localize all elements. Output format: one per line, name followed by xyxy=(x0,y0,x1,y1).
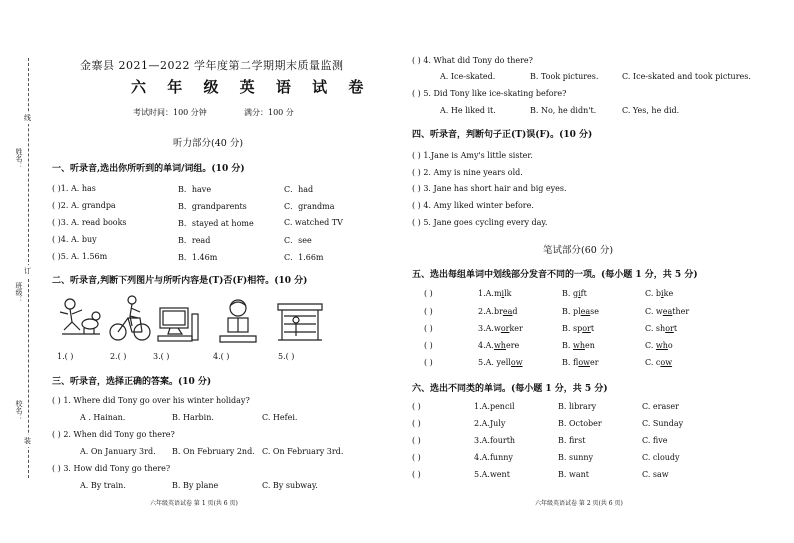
s5-word-4-a xyxy=(478,341,519,350)
s3-q2-option-b: B. On February 2nd. xyxy=(172,447,255,456)
q4-num-a: ( )4. A. buy xyxy=(52,235,97,244)
q2-num-a: ( )2. A. grandpa xyxy=(52,201,116,210)
s3-q2-option-a: A. On January 3rd. xyxy=(80,447,156,456)
underlined-letters: ea xyxy=(580,307,591,316)
picture-1-dog-skating-icon xyxy=(56,294,104,342)
s4-item-3: ( ) 3. Jane has short hair and big eyes. xyxy=(412,184,567,193)
school-label: 校名： xyxy=(15,400,23,421)
s3-q4-option-a: A. Ice-skated. xyxy=(440,72,496,81)
word-prefix: 4.A. xyxy=(478,341,494,350)
word-suffix: ke xyxy=(663,289,674,298)
word-suffix: ere xyxy=(505,341,520,350)
s5-paren-2[interactable]: ( ) xyxy=(424,307,433,316)
q4-option-b: B．read xyxy=(178,236,211,245)
q3-option-b: B．stayed at home xyxy=(178,219,254,228)
underlined-letters: or xyxy=(665,324,674,333)
s3-q4-option-b: B. Took pictures. xyxy=(530,72,599,81)
s5-word-3-a xyxy=(478,324,523,333)
q2-option-c: C．grandma xyxy=(284,202,335,211)
underlined-letters: ow xyxy=(660,358,673,367)
underlined-letters: wh xyxy=(493,341,506,350)
s6-option-b-4: B. sunny xyxy=(558,453,594,462)
section-5-title: 五、选出每组单词中划线部分发音不同的一项。(每小题 1 分，共 5 分) xyxy=(412,270,698,280)
word-suffix: ft xyxy=(580,289,587,298)
s4-item-4: ( ) 4. Amy liked winter before. xyxy=(412,201,534,210)
picture-5-shop-icon xyxy=(276,296,324,344)
s6-option-c-1: C. eraser xyxy=(642,402,679,411)
s5-word-2-a xyxy=(478,307,518,316)
word-prefix: C. xyxy=(645,341,656,350)
footer-page-1: 六年级英语试卷 第 1 页(共 6 页) xyxy=(150,500,238,507)
s6-option-c-4: C. cloudy xyxy=(642,453,680,462)
s3-q3-option-b: B. By plane xyxy=(172,481,219,490)
q1-num-a: ( )1. A. has xyxy=(52,184,96,193)
word-suffix: d xyxy=(512,307,518,316)
underlined-letters: or xyxy=(500,324,510,333)
picture-3-answer[interactable]: 3.( ) xyxy=(153,352,170,361)
s5-word-4-c xyxy=(645,341,673,350)
q5-option-b: B．1.46m xyxy=(178,253,218,262)
underlined-letters: ow xyxy=(578,358,590,367)
s3-q3-option-a: A. By train. xyxy=(80,481,126,490)
section-3-title: 三、听录音，选择正确的答案。(10 分) xyxy=(52,377,212,387)
word-suffix: er xyxy=(589,358,599,367)
s3-q2-option-c: C. On February 3rd. xyxy=(262,447,344,456)
s6-option-b-3: B. first xyxy=(558,436,586,445)
q3-num-a: ( )3. A. read books xyxy=(52,218,127,227)
picture-4-reading-icon xyxy=(216,296,260,344)
s3-q1-option-b: B. Harbin. xyxy=(172,413,214,422)
s5-word-2-b xyxy=(562,307,599,316)
word-prefix: C. c xyxy=(645,358,661,367)
s5-paren-3[interactable]: ( ) xyxy=(424,324,433,333)
word-prefix: C. w xyxy=(645,307,663,316)
underlined-letters: wh xyxy=(655,341,668,350)
s5-paren-1[interactable]: ( ) xyxy=(424,289,433,298)
section-1-title: 一、听录音,选出你所听到的单词/词组。(10 分) xyxy=(52,164,245,174)
s3-question-4: ( ) 4. What did Tony do there? xyxy=(412,56,533,65)
word-prefix: 1.A.m xyxy=(478,289,502,298)
s5-word-4-b xyxy=(562,341,595,350)
q5-num-a: ( )5. A. 1.56m xyxy=(52,252,108,261)
word-suffix: ker xyxy=(509,324,523,333)
q1-option-c: C．had xyxy=(284,185,314,194)
s5-word-5-b xyxy=(562,358,599,367)
full-score: 满分：100 分 xyxy=(244,108,294,117)
word-prefix: C. sh xyxy=(645,324,666,333)
s5-word-5-a xyxy=(478,358,523,367)
word-suffix: lk xyxy=(504,289,512,298)
section-4-title: 四、听录音，判断句子正(T)误(F)。(10 分) xyxy=(412,130,593,140)
binding-word-1: 线 xyxy=(24,114,31,122)
word-prefix: B. pl xyxy=(562,307,581,316)
underlined-letters: ea xyxy=(662,307,673,316)
s3-question-3: ( ) 3. How did Tony go there? xyxy=(52,464,171,473)
q3-option-c: C. watched TV xyxy=(284,218,343,227)
underlined-letters: i xyxy=(661,289,664,298)
word-prefix: B. xyxy=(562,341,573,350)
s4-item-5: ( ) 5. Jane goes cycling every day. xyxy=(412,218,548,227)
underlined-letters: i xyxy=(578,289,581,298)
s6-option-c-3: C. five xyxy=(642,436,668,445)
s6-option-a-1: 1.A.pencil xyxy=(474,402,515,411)
s3-q5-option-a: A. He liked it. xyxy=(440,106,496,115)
s6-option-a-2: 2.A.July xyxy=(474,419,506,428)
s6-option-b-5: B. want xyxy=(558,470,589,479)
s6-option-b-2: B. October xyxy=(558,419,602,428)
s3-q1-option-c: C. Hefei. xyxy=(262,413,298,422)
s3-q4-option-c: C. Ice-skated and took pictures. xyxy=(622,72,751,81)
word-prefix: B. fl xyxy=(562,358,579,367)
s5-paren-5[interactable]: ( ) xyxy=(424,358,433,367)
s3-question-5: ( ) 5. Did Tony like ice-skating before? xyxy=(412,89,567,98)
s4-item-1: ( ) 1.Jane is Amy's little sister. xyxy=(412,151,533,160)
word-suffix: t xyxy=(590,324,595,333)
q1-option-b: B．have xyxy=(178,185,212,194)
picture-1-answer[interactable]: 1.( ) xyxy=(57,352,74,361)
underlined-letters: ea xyxy=(502,307,513,316)
s5-word-5-c xyxy=(645,358,672,367)
s3-q5-option-c: C. Yes, he did. xyxy=(622,106,680,115)
s6-paren-2[interactable]: ( ) xyxy=(412,419,421,428)
word-prefix: 2.A.br xyxy=(478,307,503,316)
q2-option-b: B．grandparents xyxy=(178,202,247,211)
s5-paren-4[interactable]: ( ) xyxy=(424,341,433,350)
word-prefix: 3.A.w xyxy=(478,324,501,333)
s6-option-c-2: C. Sunday xyxy=(642,419,684,428)
binding-word-3: 装 xyxy=(24,437,31,445)
s3-q1-option-a: A . Hainan. xyxy=(80,413,126,422)
listening-heading: 听力部分(40 分) xyxy=(173,138,244,149)
word-prefix: C. b xyxy=(645,289,662,298)
binding-word-2: 订 xyxy=(24,267,31,275)
s3-q5-option-b: B. No, he didn't. xyxy=(530,106,597,115)
s6-option-a-3: 3.A.fourth xyxy=(474,436,516,445)
footer-page-2: 六年级英语试卷 第 2 页(共 6 页) xyxy=(535,500,623,507)
name-label: 姓名： xyxy=(15,148,23,169)
s4-item-2: ( ) 2. Amy is nine years old. xyxy=(412,168,523,177)
s6-paren-5[interactable]: ( ) xyxy=(412,470,421,479)
underlined-letters: wh xyxy=(572,341,585,350)
s3-question-2: ( ) 2. When did Tony go there? xyxy=(52,430,175,439)
s5-word-1-c xyxy=(645,289,673,298)
s5-word-3-b xyxy=(562,324,594,333)
underlined-letters: i xyxy=(501,289,505,298)
s5-word-2-c xyxy=(645,307,689,316)
s6-paren-3[interactable]: ( ) xyxy=(412,436,421,445)
exam-title: 金寨县 2021—2022 学年度第二学期期末质量监测 xyxy=(80,59,344,72)
word-suffix: en xyxy=(584,341,595,350)
q4-option-c: C．see xyxy=(284,236,312,245)
s6-paren-4[interactable]: ( ) xyxy=(412,453,421,462)
s3-question-1: ( ) 1. Where did Tony go over his winter holiday? xyxy=(52,396,250,405)
picture-2-cycling-icon xyxy=(108,294,152,344)
s6-option-b-1: B. library xyxy=(558,402,597,411)
word-prefix: B. g xyxy=(562,289,579,298)
picture-5-answer[interactable]: 5.( ) xyxy=(278,352,295,361)
picture-2-answer[interactable]: 2.( ) xyxy=(110,352,127,361)
section-2-title: 二、听录音,判断下列图片与所听内容是(T)否(F)相符。(10 分) xyxy=(52,276,308,286)
word-prefix: 5.A. yell xyxy=(478,358,511,367)
s6-option-a-5: 5.A.went xyxy=(474,470,510,479)
writing-heading: 笔试部分(60 分) xyxy=(543,245,614,256)
s6-option-a-4: 4.A.funny xyxy=(474,453,513,462)
s3-q3-option-c: C. By subway. xyxy=(262,481,318,490)
s6-option-c-5: C. saw xyxy=(642,470,669,479)
underlined-letters: ow xyxy=(510,358,523,367)
word-suffix: ther xyxy=(672,307,690,316)
word-suffix: o xyxy=(667,341,673,350)
s5-word-1-b xyxy=(562,289,587,298)
s5-word-1-a xyxy=(478,289,512,298)
exam-time: 考试时间：100 分钟 xyxy=(133,108,207,117)
s5-word-3-c xyxy=(645,324,677,333)
picture-4-answer[interactable]: 4.( ) xyxy=(213,352,230,361)
underlined-letters: or xyxy=(582,324,591,333)
word-prefix: B. sp xyxy=(562,324,583,333)
word-suffix: se xyxy=(590,307,600,316)
section-6-title: 六、选出不同类的单词。(每小题 1 分，共 5 分) xyxy=(412,384,608,394)
class-label: 班级： xyxy=(15,282,23,303)
grade-title: 六 年 级 英 语 试 卷 xyxy=(131,78,372,96)
s6-paren-1[interactable]: ( ) xyxy=(412,402,421,411)
q5-option-c: C．1.66m xyxy=(284,253,324,262)
picture-3-computer-icon xyxy=(156,304,200,344)
word-suffix: t xyxy=(673,324,678,333)
